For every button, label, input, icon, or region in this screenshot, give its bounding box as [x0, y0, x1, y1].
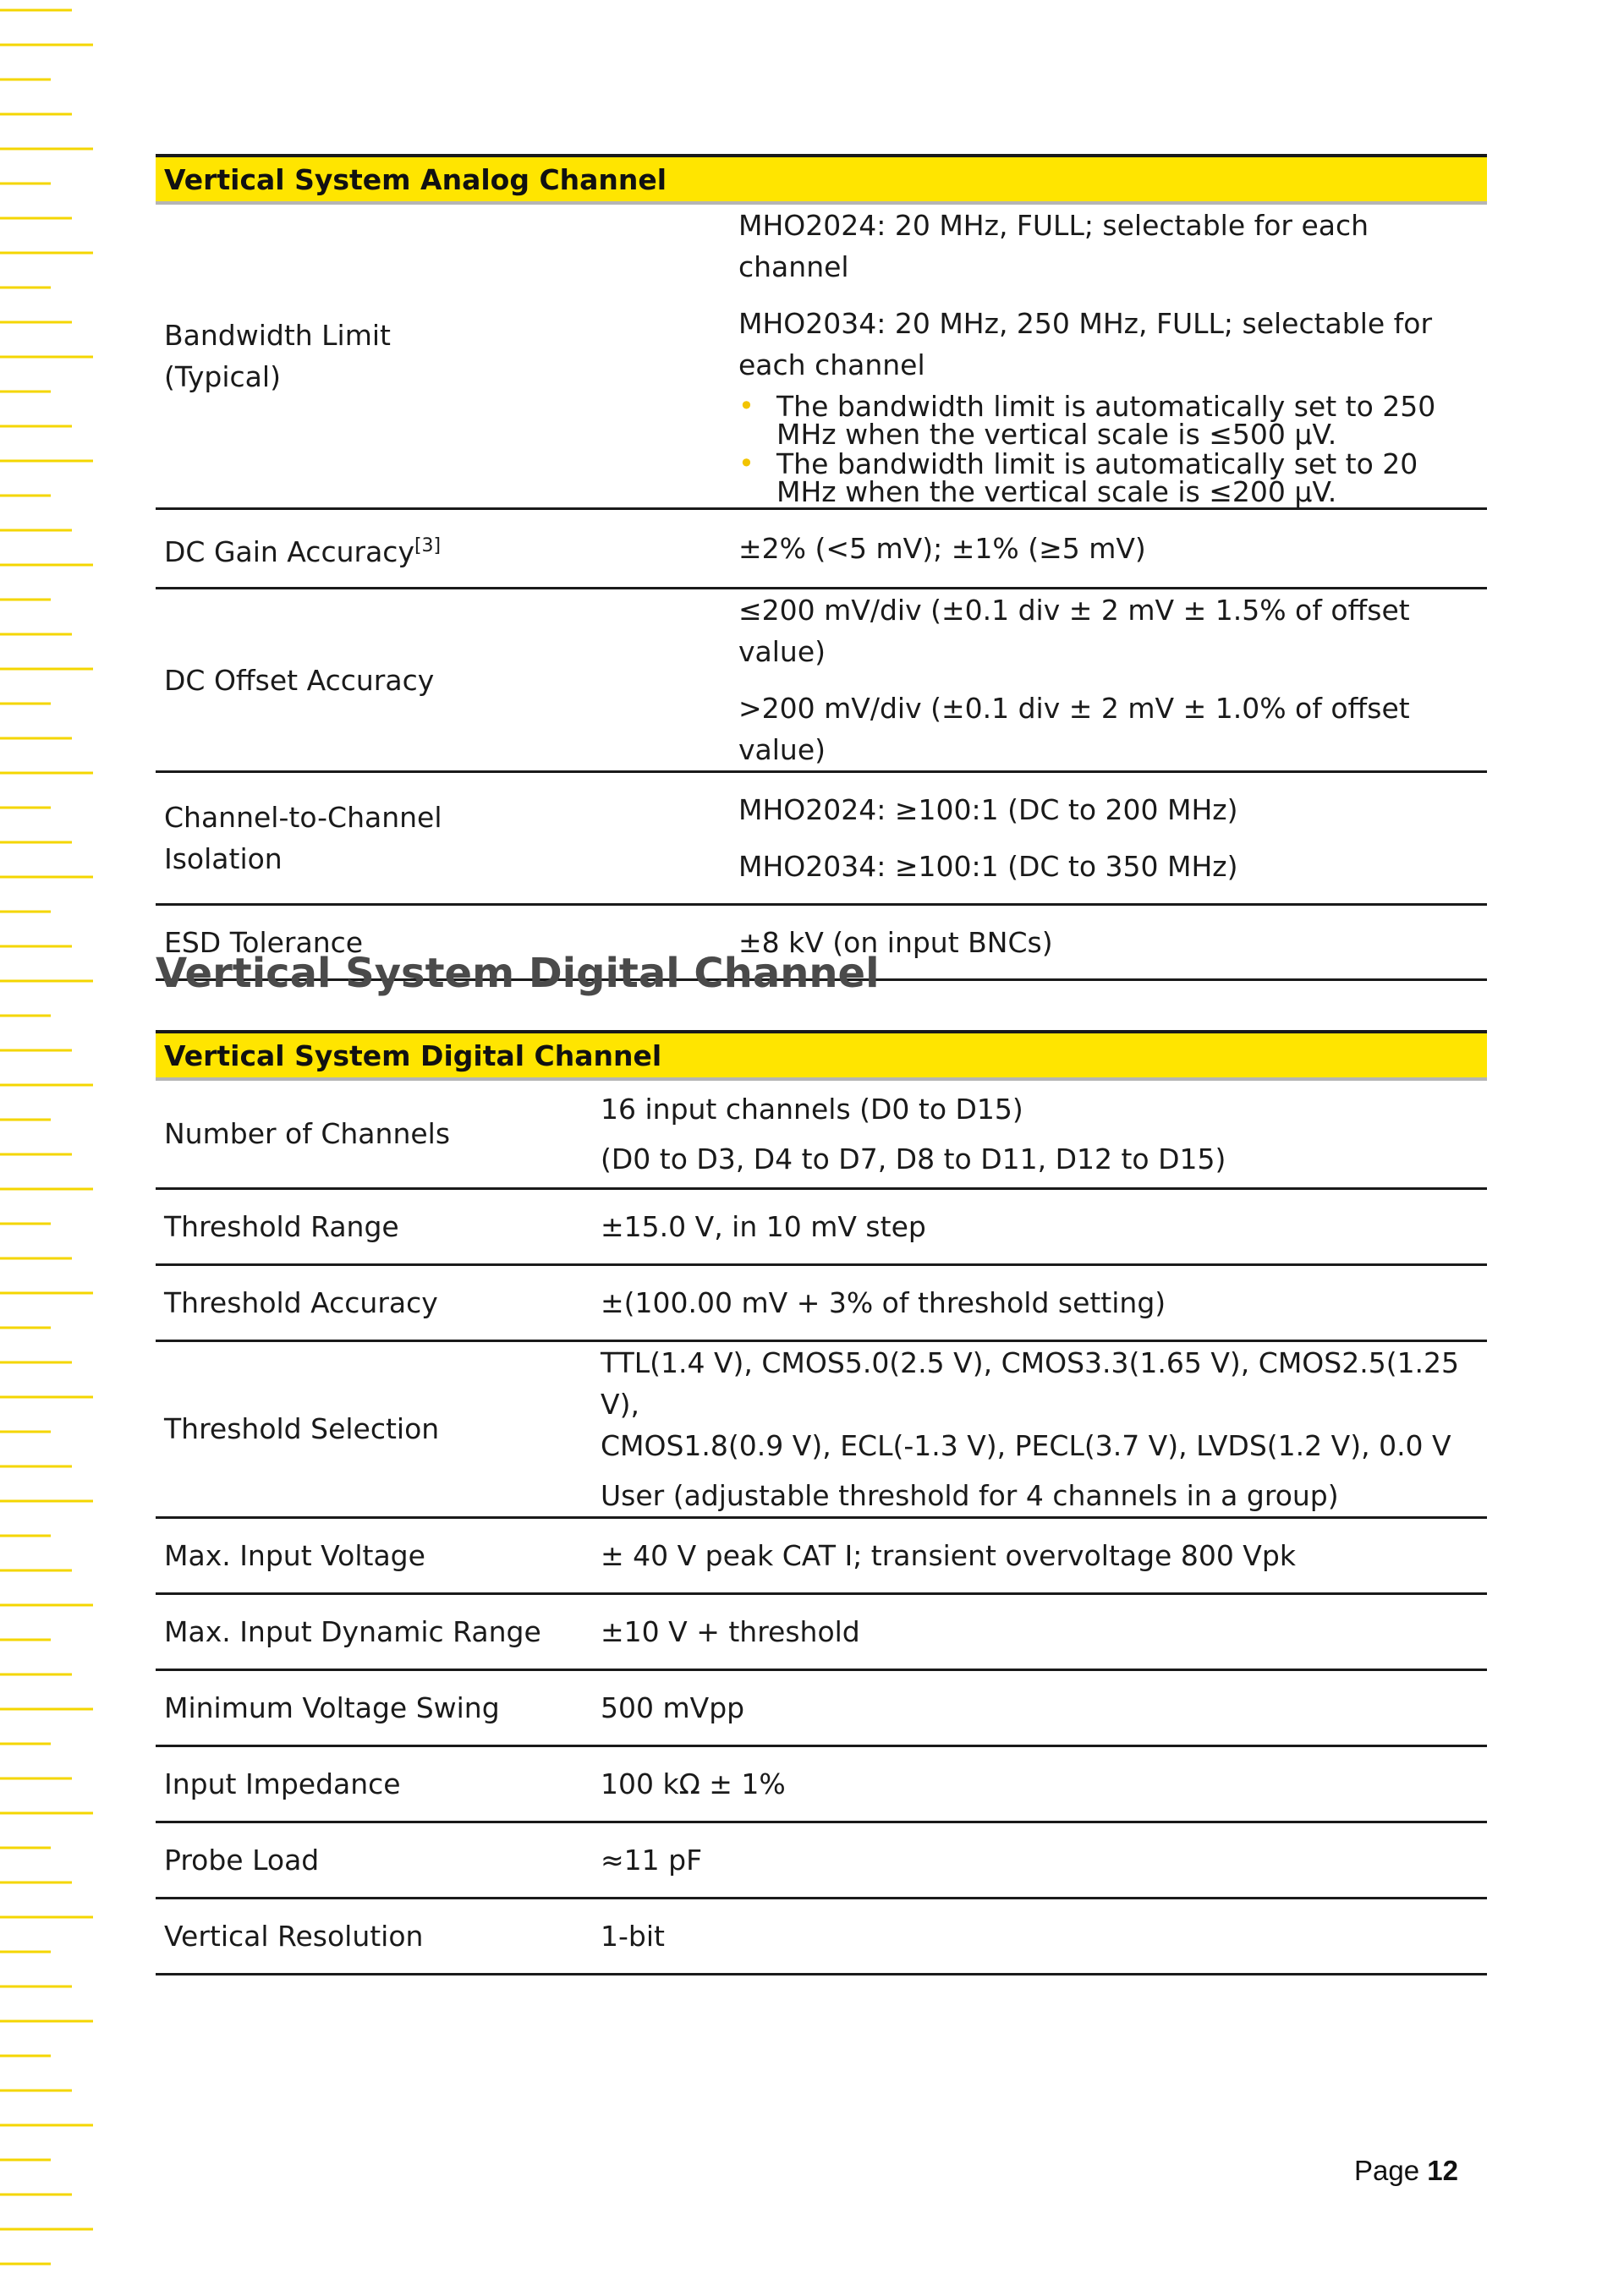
value-line: CMOS1.8(0.9 V), ECL(-1.3 V), PECL(3.7 V), LVDS(1.2 V), 0.0 V — [601, 1428, 1451, 1462]
analog-spec-table — [156, 154, 1487, 981]
label-line: Channel-to-Channel — [164, 801, 442, 834]
threshold-accuracy-label: Threshold Accuracy — [156, 1264, 601, 1340]
esd-label: ESD Tolerance — [156, 905, 738, 980]
threshold-range-label: Threshold Range — [156, 1188, 601, 1264]
page-label: Page — [1354, 2155, 1420, 2186]
footnote-marker: [3] — [414, 534, 442, 556]
table-row — [156, 1593, 1487, 1669]
table-row — [156, 1517, 1487, 1593]
isolation-label — [156, 772, 738, 905]
section-title: Vertical System Digital Channel — [156, 950, 880, 997]
min-voltage-swing-value: 500 mVpp — [601, 1669, 1487, 1745]
threshold-selection-value — [601, 1340, 1487, 1517]
page-number — [1354, 2155, 1458, 2187]
label-text: DC Gain Accuracy — [164, 534, 414, 568]
dc-offset-value — [738, 589, 1487, 772]
value-line: User (adjustable threshold for 4 channels in a group) — [601, 1478, 1339, 1512]
bandwidth-limit-value — [738, 203, 1487, 509]
bandwidth-limit-label — [156, 203, 738, 509]
value-line: ≤200 mV/div (±0.1 div ± 2 mV ± 1.5% of offset value) — [738, 594, 1410, 668]
threshold-range-value: ±15.0 V, in 10 mV step — [601, 1188, 1487, 1264]
value-line: MHO2034: 20 MHz, 250 MHz, FULL; selectable for each channel — [738, 307, 1433, 381]
value-line: 16 input channels (D0 to D15) — [601, 1092, 1023, 1126]
value-line: TTL(1.4 V), CMOS5.0(2.5 V), CMOS3.3(1.65 V), CMOS2.5(1.25 V), — [601, 1345, 1460, 1421]
table-row — [156, 589, 1487, 772]
dc-offset-label: DC Offset Accuracy — [156, 589, 738, 772]
page-number-value: 12 — [1427, 2155, 1458, 2186]
digital-table-header-text: Vertical System Digital Channel — [156, 1032, 1487, 1079]
threshold-selection-label: Threshold Selection — [156, 1340, 601, 1517]
table-row — [156, 1898, 1487, 1974]
analog-table-header — [156, 156, 1487, 203]
value-line: MHO2024: ≥100:1 (DC to 200 MHz) — [738, 793, 1238, 826]
vertical-resolution-value: 1-bit — [601, 1898, 1487, 1974]
analog-spec-table-container — [156, 154, 1487, 981]
dc-gain-label — [156, 509, 738, 589]
list-item: • The bandwidth limit is automatically set to 250 MHz when the vertical scale is ≤500 μV. — [738, 392, 1479, 448]
max-dynamic-range-label: Max. Input Dynamic Range — [156, 1593, 601, 1669]
table-row — [156, 1340, 1487, 1517]
max-input-voltage-label: Max. Input Voltage — [156, 1517, 601, 1593]
table-row — [156, 509, 1487, 589]
digital-spec-table — [156, 1030, 1487, 1975]
input-impedance-value: 100 kΩ ± 1% — [601, 1745, 1487, 1822]
vertical-resolution-label: Vertical Resolution — [156, 1898, 601, 1974]
value-line: MHO2024: 20 MHz, FULL; selectable for each channel — [738, 209, 1369, 283]
value-line: MHO2034: ≥100:1 (DC to 350 MHz) — [738, 850, 1238, 883]
table-row — [156, 1745, 1487, 1822]
probe-load-value: ≈11 pF — [601, 1822, 1487, 1898]
table-row — [156, 1669, 1487, 1745]
min-voltage-swing-label: Minimum Voltage Swing — [156, 1669, 601, 1745]
isolation-value — [738, 772, 1487, 905]
threshold-accuracy-value: ±(100.00 mV + 3% of threshold setting) — [601, 1264, 1487, 1340]
table-row — [156, 772, 1487, 905]
input-impedance-label: Input Impedance — [156, 1745, 601, 1822]
max-input-voltage-value: ± 40 V peak CAT I; transient overvoltage 800 Vpk — [601, 1517, 1487, 1593]
digital-table-header — [156, 1032, 1487, 1079]
table-row — [156, 1264, 1487, 1340]
table-row — [156, 1822, 1487, 1898]
table-row — [156, 1188, 1487, 1264]
channels-value — [601, 1079, 1487, 1188]
value-line: (D0 to D3, D4 to D7, D8 to D11, D12 to D15) — [601, 1142, 1226, 1175]
label-line: Isolation — [164, 842, 283, 875]
channels-label: Number of Channels — [156, 1079, 601, 1188]
label-line: Bandwidth Limit — [164, 319, 391, 352]
table-row — [156, 203, 1487, 509]
list-item: • The bandwidth limit is automatically set to 20 MHz when the vertical scale is ≤200 μV. — [738, 450, 1479, 506]
value-line: >200 mV/div (±0.1 div ± 2 mV ± 1.0% of offset value) — [738, 692, 1410, 766]
max-dynamic-range-value: ±10 V + threshold — [601, 1593, 1487, 1669]
label-line: (Typical) — [164, 360, 281, 393]
margin-decoration — [0, 0, 95, 2296]
digital-spec-table-container — [156, 1030, 1487, 1975]
dc-gain-value: ±2% (<5 mV); ±1% (≥5 mV) — [738, 509, 1487, 589]
table-row — [156, 1079, 1487, 1188]
analog-table-header-text: Vertical System Analog Channel — [156, 156, 1487, 203]
bullet-list — [738, 392, 1479, 506]
esd-value: ±8 kV (on input BNCs) — [738, 905, 1487, 980]
probe-load-label: Probe Load — [156, 1822, 601, 1898]
